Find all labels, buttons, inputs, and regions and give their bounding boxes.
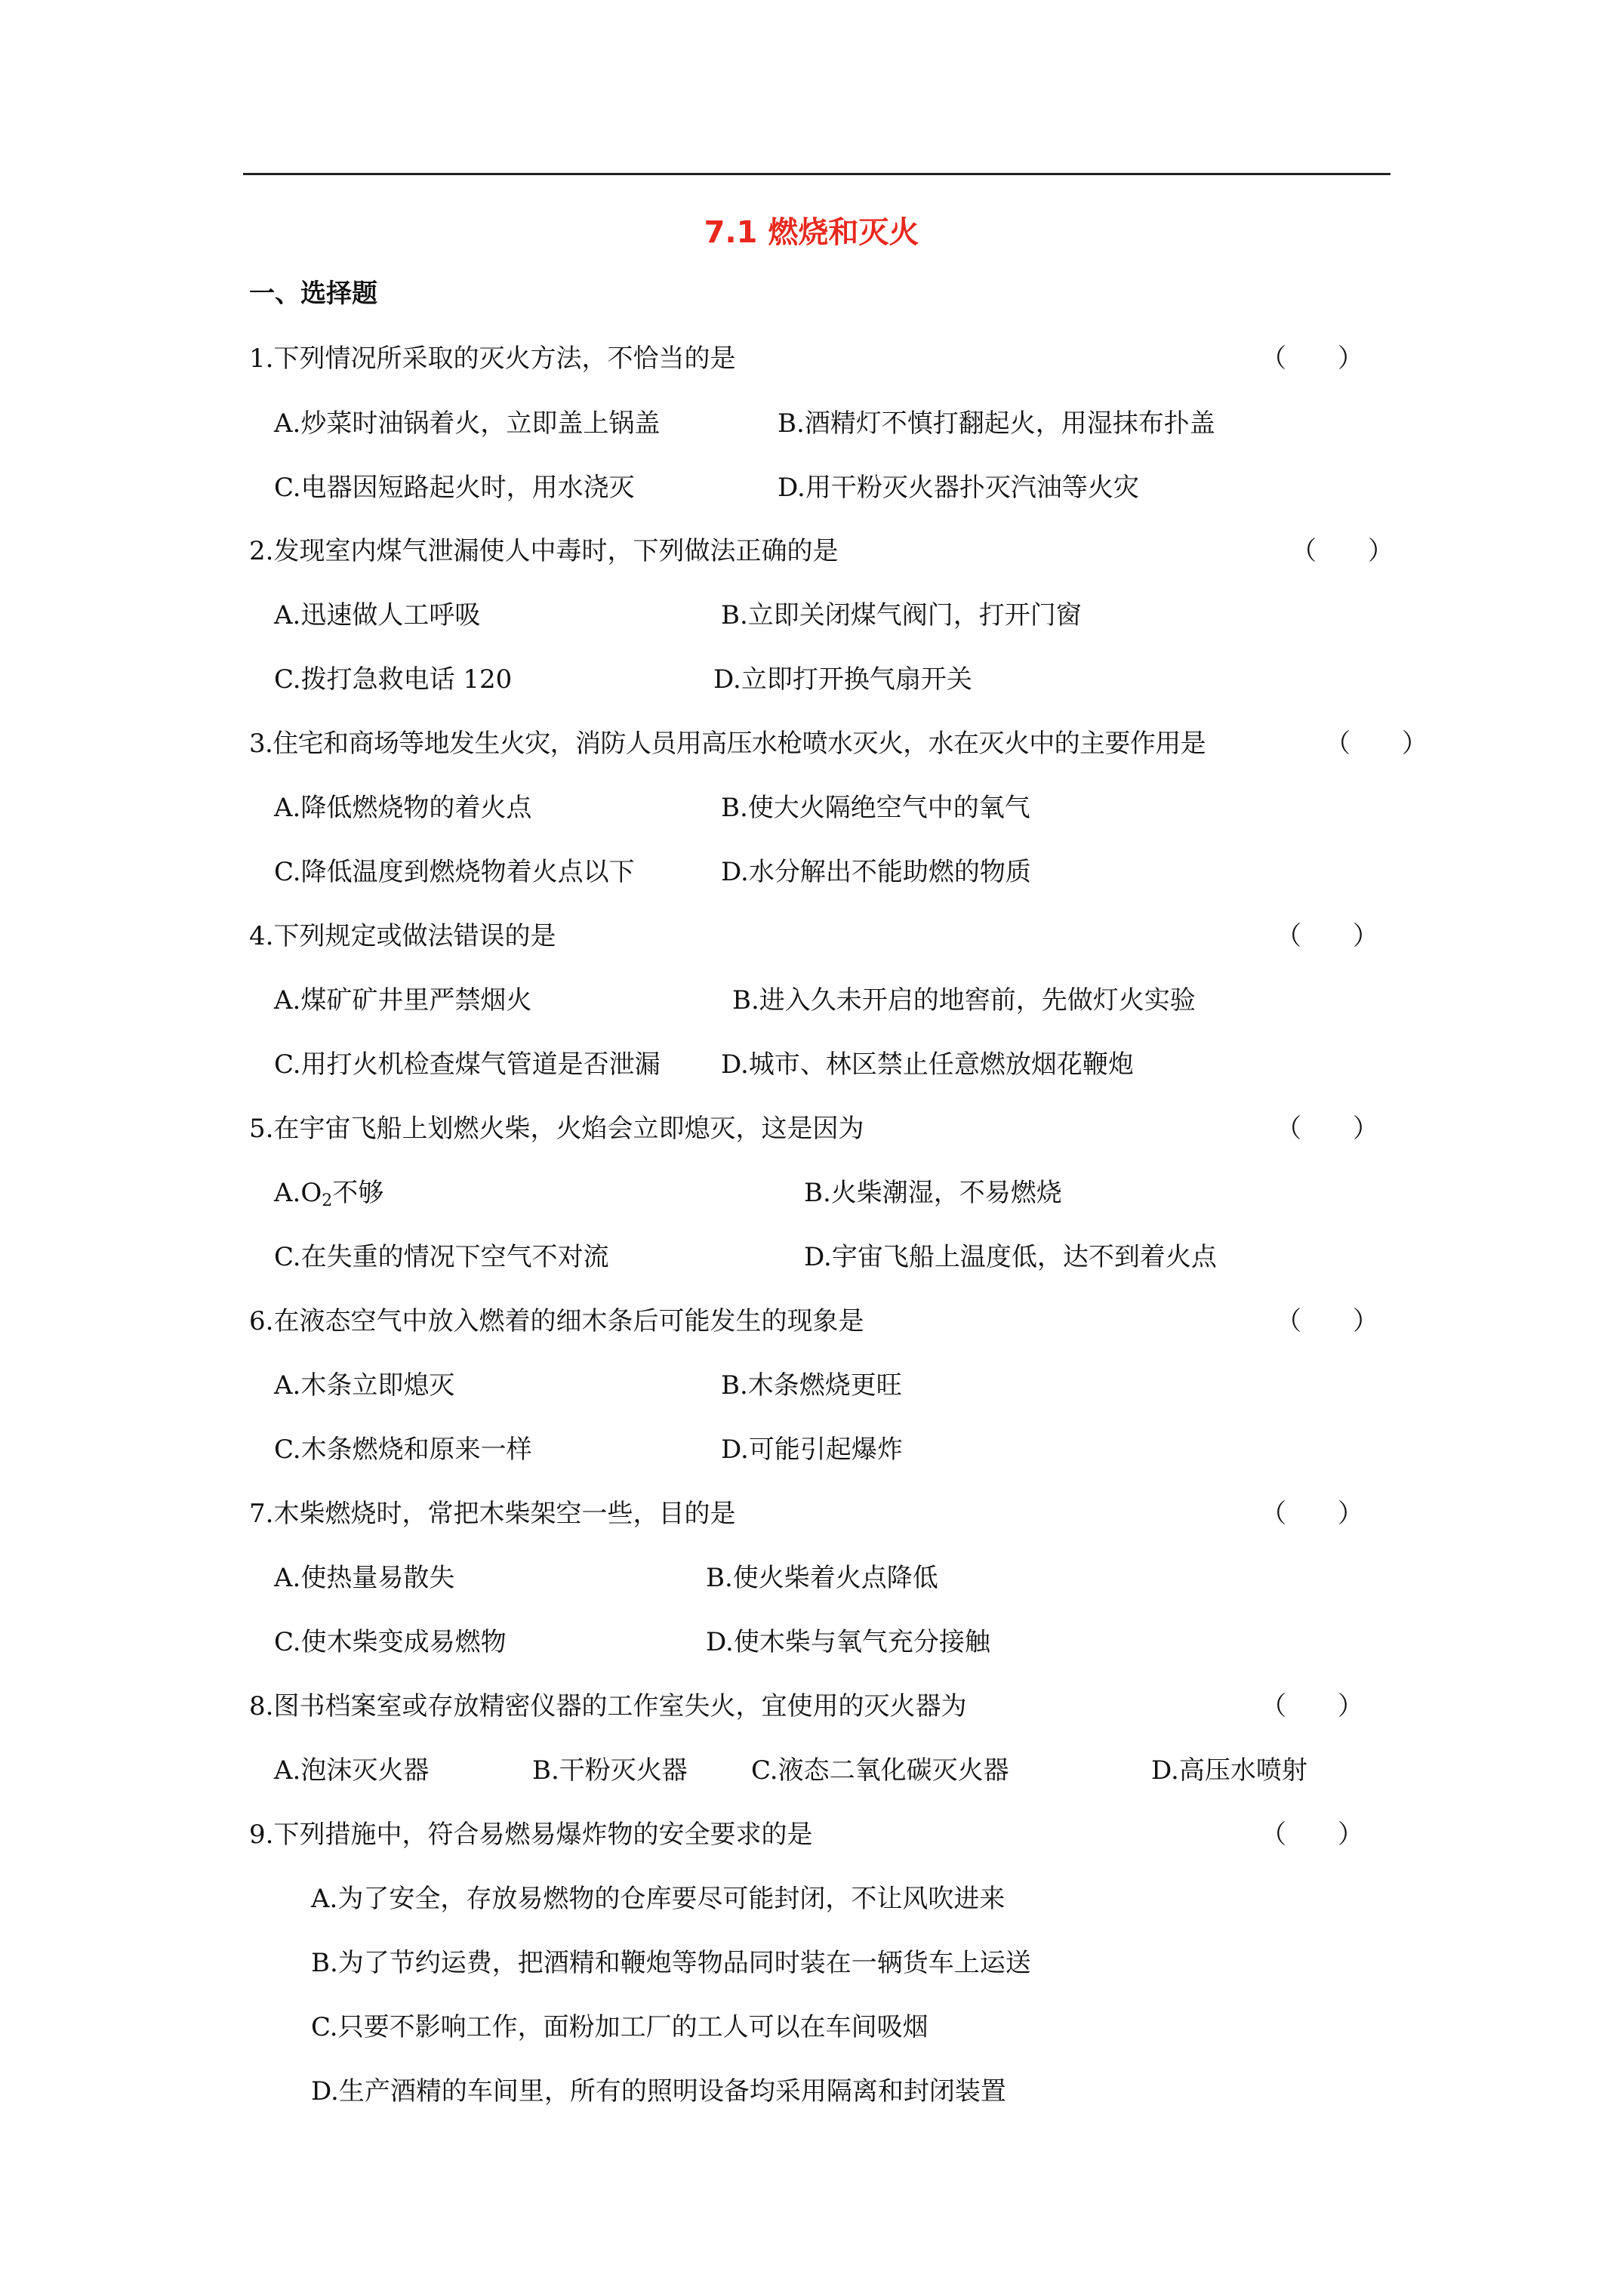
option: A.木条立即熄灭 [274, 1370, 455, 1401]
answer-blank: （ ） [1276, 1306, 1378, 1336]
option: D.宇宙飞船上温度低，达不到着火点 [804, 1242, 1217, 1272]
option: B.进入久未开启的地窖前，先做灯火实验 [732, 985, 1196, 1015]
option: A.使热量易散失 [274, 1563, 455, 1593]
option: B.火柴潮湿，不易燃烧 [804, 1178, 1062, 1208]
option: B.干粉灭火器 [532, 1755, 688, 1786]
option: D.使木柴与氧气充分接触 [706, 1627, 990, 1657]
question-stem: 7.木柴燃烧时，常把木柴架空一些，目的是 [249, 1499, 736, 1529]
question-stem: 6.在液态空气中放入燃着的细木条后可能发生的现象是 [249, 1306, 864, 1336]
option: B.使火柴着火点降低 [706, 1563, 938, 1593]
answer-blank: （ ） [1261, 1691, 1363, 1721]
option: C.降低温度到燃烧物着火点以下 [274, 857, 635, 887]
option: B.使大火隔绝空气中的氧气 [721, 793, 1030, 823]
answer-blank: （ ） [1325, 729, 1427, 759]
answer-blank: （ ） [1261, 1820, 1363, 1850]
answer-blank: （ ） [1276, 921, 1378, 951]
question-stem: 1.下列情况所采取的灭火方法，不恰当的是 [249, 344, 736, 374]
option: B.立即关闭煤气阀门，打开门窗 [721, 600, 1082, 630]
option: D.可能引起爆炸 [721, 1435, 903, 1465]
page-title: 7.1 燃烧和灭火 [704, 215, 919, 250]
option: D.用干粉灭火器扑灭汽油等火灾 [778, 473, 1139, 503]
option: C.电器因短路起火时，用水浇灭 [274, 473, 635, 503]
option: D.生产酒精的车间里，所有的照明设备均采用隔离和封闭装置 [311, 2076, 1006, 2106]
question-stem: 9.下列措施中，符合易燃易爆炸物的安全要求的是 [249, 1820, 813, 1850]
option: C.拨打急救电话 120 [274, 664, 513, 695]
option: B.木条燃烧更旺 [721, 1370, 902, 1401]
option-text: A.O [274, 1178, 322, 1208]
question-stem: 8.图书档案室或存放精密仪器的工作室失火，宜使用的灭火器为 [249, 1691, 967, 1721]
answer-blank: （ ） [1261, 1499, 1363, 1529]
option: C.在失重的情况下空气不对流 [274, 1242, 609, 1272]
option: A.煤矿矿井里严禁烟火 [274, 985, 532, 1015]
option [274, 1174, 383, 1212]
option: B.酒精灯不慎打翻起火，用湿抹布扑盖 [778, 408, 1215, 439]
option: D.高压水喷射 [1151, 1755, 1307, 1786]
option-text: 不够 [332, 1178, 384, 1208]
question-stem: 2.发现室内煤气泄漏使人中毒时，下列做法正确的是 [249, 536, 839, 566]
option: D.水分解出不能助燃的物质 [721, 857, 1031, 887]
option: C.木条燃烧和原来一样 [274, 1435, 532, 1465]
option: A.泡沫灭火器 [274, 1755, 430, 1786]
option: A.为了安全，存放易燃物的仓库要尽可能封闭，不让风吹进来 [311, 1884, 1006, 1914]
option: A.降低燃烧物的着火点 [274, 793, 532, 823]
option: B.为了节约运费，把酒精和鞭炮等物品同时装在一辆货车上运送 [311, 1948, 1031, 1978]
answer-blank: （ ） [1261, 344, 1363, 374]
option: D.立即打开换气扇开关 [713, 664, 972, 695]
header-rule [243, 173, 1390, 175]
question-stem: 5.在宇宙飞船上划燃火柴，火焰会立即熄灭，这是因为 [249, 1114, 864, 1144]
option: A.迅速做人工呼吸 [274, 600, 481, 630]
option: C.使木柴变成易燃物 [274, 1627, 507, 1657]
option: C.液态二氧化碳灭火器 [751, 1755, 1009, 1786]
option: C.用打火机检查煤气管道是否泄漏 [274, 1049, 661, 1080]
section-heading: 一、选择题 [249, 279, 377, 309]
option: C.只要不影响工作，面粉加工厂的工人可以在车间吸烟 [311, 2012, 929, 2042]
answer-blank: （ ） [1291, 536, 1394, 566]
subscript: 2 [322, 1191, 333, 1210]
question-stem: 3.住宅和商场等地发生火灾，消防人员用高压水枪喷水灭火，水在灭火中的主要作用是 [249, 729, 1206, 759]
question-stem: 4.下列规定或做法错误的是 [249, 921, 556, 951]
option: D.城市、林区禁止任意燃放烟花鞭炮 [721, 1049, 1134, 1080]
option: A.炒菜时油锅着火，立即盖上锅盖 [274, 408, 661, 439]
answer-blank: （ ） [1276, 1114, 1378, 1144]
